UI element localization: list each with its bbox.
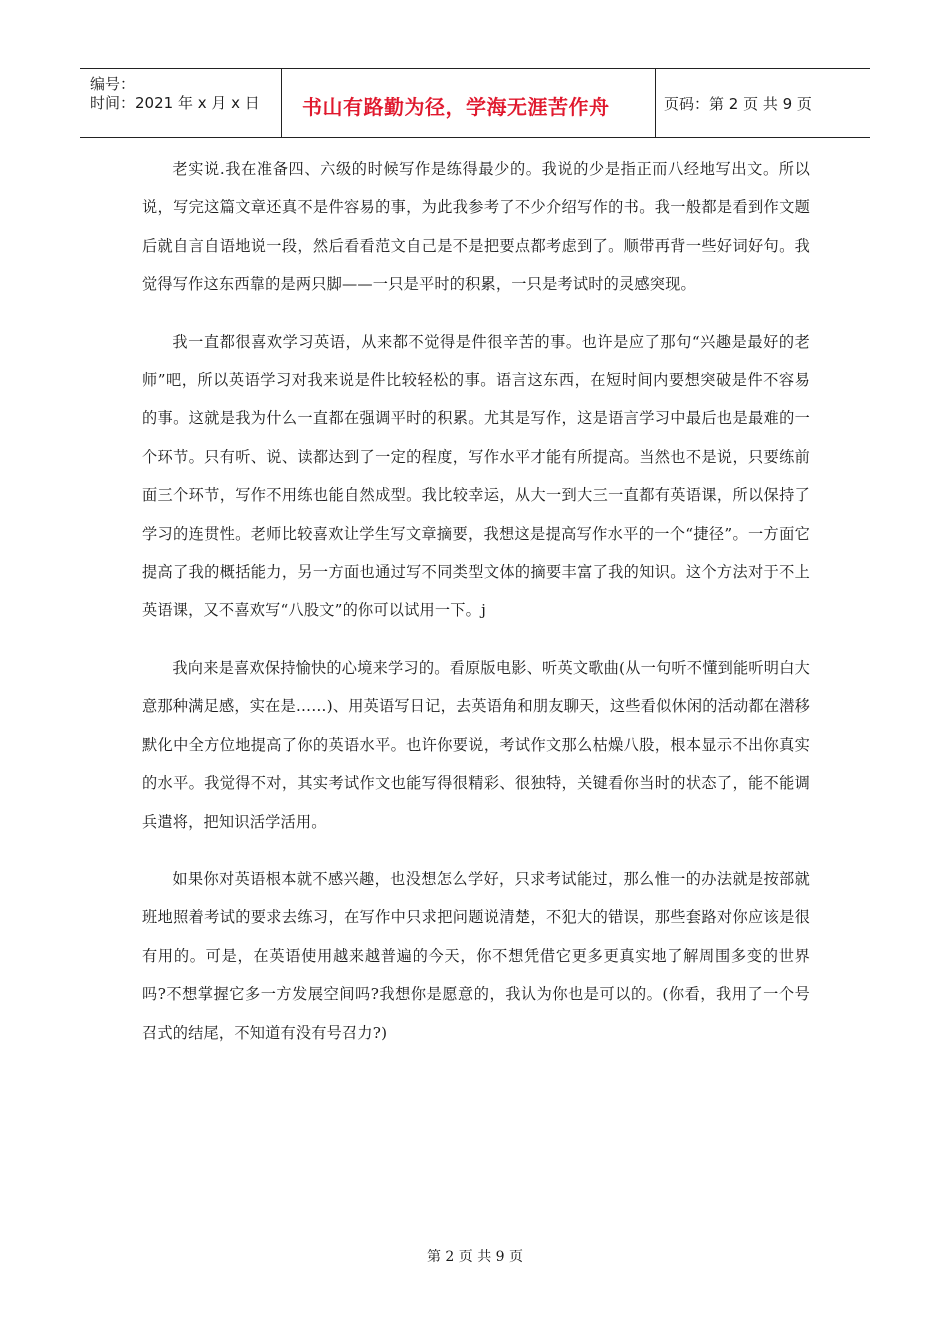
header-meta: [80, 69, 282, 137]
header-number-label: 编号：: [90, 75, 136, 93]
page-header: [80, 68, 870, 138]
header-motto: 书山有路勤为径，学海无涯苦作舟: [302, 95, 610, 119]
page-footer: 第 2 页 共 9 页: [426, 1249, 524, 1265]
header-page-info: 页码：第 2 页 共 9 页: [664, 95, 812, 113]
paragraph-1: 老实说.我在准备四、六级的时候写作是练得最少的。我说的少是指正而八经地写出文。所以说，写完这篇文章还真不是件容易的事，为此我参考了不少介绍写作的书。我一般都是看到作文题后就自言自语地说一段，然后看看范文自己是不是把要点都考虑到了。顺带再背一些好词好句。我觉得写作这东西靠的是两只脚——一只是平时的积累，一只是考试时的灵感突现。: [142, 160, 810, 294]
paragraph-3: 我向来是喜欢保持愉快的心境来学习的。看原版电影、听英文歌曲(从一句听不懂到能听明白大意那种满足感，实在是……)、用英语写日记，去英语角和朋友聊天，这些看似休闲的活动都在潜移默化中全方位地提高了你的英语水平。也许你要说，考试作文那么枯燥八股，根本显示不出你真实的水平。我觉得不对，其实考试作文也能写得很精彩、很独特，关键看你当时的状态了，能不能调兵遣将，把知识活学活用。: [142, 658, 810, 831]
header-time: 时间：2021 年 x 月 x 日: [90, 94, 260, 112]
document-body: [142, 150, 810, 1071]
paragraph-4: 如果你对英语根本就不感兴趣，也没想怎么学好，只求考试能过，那么惟一的办法就是按部就班地照着考试的要求去练习，在写作中只求把问题说清楚，不犯大的错误，那些套路对你应该是很有用的。可是，在英语使用越来越普遍的今天，你不想凭借它更多更真实地了解周围多变的世界吗?不想掌握它多一方发展空间吗?我想你是愿意的，我认为你也是可以的。(你看，我用了一个号召式的结尾，不知道有没有号召力?): [142, 869, 810, 1042]
paragraph-2: 我一直都很喜欢学习英语，从来都不觉得是件很辛苦的事。也许是应了那句“兴趣是最好的老师”吧，所以英语学习对我来说是件比较轻松的事。语言这东西，在短时间内要想突破是件不容易的事。这就是我为什么一直都在强调平时的积累。尤其是写作，这是语言学习中最后也是最难的一个环节。只有听、说、读都达到了一定的程度，写作水平才能有所提高。当然也不是说，只要练前面三个环节，写作不用练也能自然成型。我比较幸运，从大一到大三一直都有英语课，所以保持了学习的连贯性。老师比较喜欢让学生写文章摘要，我想这是提高写作水平的一个“捷径”。一方面它提高了我的概括能力，另一方面也通过写不同类型文体的摘要丰富了我的知识。这个方法对于不上英语课，又不喜欢写“八股文”的你可以试用一下。j: [142, 332, 810, 620]
header-motto-cell: [282, 69, 656, 137]
